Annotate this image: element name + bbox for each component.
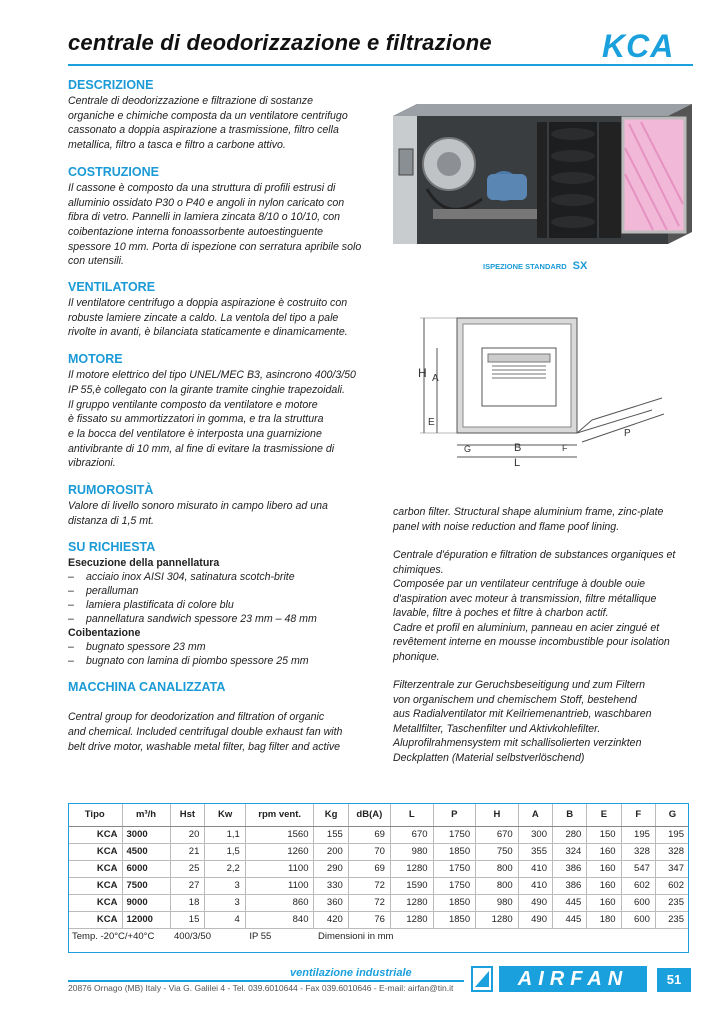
- table-cell: 200: [314, 843, 348, 860]
- section-body: [68, 499, 368, 528]
- table-cell: 195: [655, 826, 689, 843]
- table-cell: 602: [621, 877, 655, 894]
- subheading: Esecuzione della pannellatura: [68, 557, 220, 570]
- label-f: F: [562, 443, 568, 453]
- table-cell: 1260: [245, 843, 314, 860]
- right-column: [393, 505, 693, 779]
- list-item-text: peralluman: [86, 585, 139, 598]
- dash-marker: –: [68, 571, 74, 584]
- line: Deckplatten (Material selbstverlöschend): [393, 751, 585, 764]
- table-row: [68, 877, 689, 894]
- line: Metallfilter, Taschenfilter und Aktivkohlefilter.: [393, 722, 601, 735]
- footer-address: 20876 Ornago (MB) Italy - Via G. Galilei 4 - Tel. 039.6010644 - Fax 039.6010646 - E-mail: airfan@tin.it: [68, 983, 454, 993]
- table-cell: 69: [348, 860, 390, 877]
- table-cell: 21: [170, 843, 205, 860]
- table-cell: 1,5: [205, 843, 245, 860]
- table-cell: 1750: [433, 877, 476, 894]
- line: von organischem und chemischem Stoff, bestehend: [393, 693, 637, 706]
- table-cell: 18: [170, 894, 205, 911]
- line: revêtement interne en mousse incombustible pour isolation: [393, 636, 670, 648]
- line: Central group for deodorization and filtration of organic: [68, 711, 325, 724]
- line: d'aspiration avec moteur à transmission, filtre métallique: [393, 592, 657, 605]
- table-cell: 860: [245, 894, 314, 911]
- column-header: B: [553, 803, 587, 826]
- table-cell: 235: [655, 911, 689, 928]
- list-item: [68, 640, 368, 654]
- footer-label: ventilazione industriale: [290, 967, 412, 979]
- table-cell: 3: [205, 894, 245, 911]
- table-cell: 330: [314, 877, 348, 894]
- table-row: [68, 860, 689, 877]
- table-cell: 386: [553, 860, 587, 877]
- table-cell: KCA: [68, 826, 122, 843]
- line: Il motore elettrico del tipo UNEL/MEC B3, asincrono 400/3/50: [68, 369, 356, 382]
- column-header: H: [476, 803, 519, 826]
- table-cell: 547: [621, 860, 655, 877]
- section-costruzione: [68, 165, 368, 269]
- table-cell: 1280: [476, 911, 519, 928]
- table-cell: 1750: [433, 860, 476, 877]
- table-cell: 235: [655, 894, 689, 911]
- table-cell: 69: [348, 826, 390, 843]
- table-cell: 7500: [122, 877, 170, 894]
- table-cell: 6000: [122, 860, 170, 877]
- english-text: [393, 505, 693, 534]
- airfan-mark-icon: [470, 965, 494, 993]
- column-header: m³/h: [122, 803, 170, 826]
- table-footer-cell: Temp. -20°C/+40°C: [72, 931, 155, 943]
- table-cell: 15: [170, 911, 205, 928]
- list-item-text: bugnato con lamina di piombo spessore 25 mm: [86, 655, 309, 668]
- line: cassonato a doppia aspirazione a trasmissione, filtro cella: [68, 124, 339, 137]
- section-heading: DESCRIZIONE: [68, 78, 154, 92]
- dash-marker: –: [68, 585, 74, 598]
- table-cell: 600: [621, 894, 655, 911]
- line: antivibrante di 10 mm, al fine di evitare la trasmissione di: [68, 442, 335, 455]
- dash-marker: –: [68, 613, 74, 626]
- line: Il gruppo ventilante composto da ventilatore e motore: [68, 398, 318, 411]
- table-cell: 410: [518, 860, 552, 877]
- table-cell: 750: [476, 843, 519, 860]
- list-item: [68, 584, 368, 598]
- table-cell: 1280: [390, 894, 433, 911]
- table-cell: 9000: [122, 894, 170, 911]
- table-row: [68, 894, 689, 911]
- section-heading: COSTRUZIONE: [68, 164, 159, 179]
- table-cell: 4500: [122, 843, 170, 860]
- dash-marker: –: [68, 641, 74, 654]
- line: panel with noise reduction and flame poof lining.: [393, 520, 620, 533]
- label-b: B: [514, 442, 522, 454]
- table-footer-cell: 400/3/50: [174, 931, 211, 943]
- line: belt drive motor, washable metal filter, bag filter and active: [68, 740, 341, 753]
- table-cell: 360: [314, 894, 348, 911]
- line: carbon filter. Structural shape aluminium frame, zinc-plate: [393, 506, 664, 518]
- table-cell: 3000: [122, 826, 170, 843]
- table-cell: 1280: [390, 860, 433, 877]
- column-header: A: [518, 803, 552, 826]
- table-cell: KCA: [68, 843, 122, 860]
- label-h: H: [418, 366, 427, 380]
- section-rumorosita: [68, 483, 368, 528]
- table-cell: 445: [553, 911, 587, 928]
- dash-marker: –: [68, 599, 74, 612]
- section-heading: MOTORE: [68, 352, 123, 367]
- airfan-logo: AIRFAN: [499, 966, 647, 992]
- line: metallica, filtro a tasca e filtro a carbone attivo.: [68, 139, 286, 152]
- line: con utensili.: [68, 255, 124, 268]
- french-text: [393, 548, 693, 664]
- section-su-richiesta: [68, 540, 368, 668]
- table-cell: 600: [621, 911, 655, 928]
- table-footer-cell: IP 55: [249, 931, 272, 943]
- footer-rule: [68, 980, 464, 982]
- brand-logo: KCA: [602, 28, 675, 64]
- table-cell: 1100: [245, 860, 314, 877]
- caption-text: ISPEZIONE STANDARD: [483, 262, 567, 271]
- table-cell: 1750: [433, 826, 476, 843]
- table-row: [68, 826, 689, 843]
- list-item-text: lamiera plastificata di colore blu: [86, 599, 234, 612]
- table-cell: KCA: [68, 911, 122, 928]
- table-cell: 160: [587, 894, 621, 911]
- table-cell: 25: [170, 860, 205, 877]
- section-body: [68, 296, 368, 340]
- table-cell: 347: [655, 860, 689, 877]
- line: and chemical. Included centrifugal double exhaust fan with: [68, 726, 343, 739]
- table-cell: 1,1: [205, 826, 245, 843]
- dash-marker: –: [68, 655, 74, 668]
- table-cell: 980: [390, 843, 433, 860]
- table-cell: 410: [518, 877, 552, 894]
- section-body: [68, 94, 368, 153]
- column-header: Kg: [314, 803, 348, 826]
- table-cell: 670: [476, 826, 519, 843]
- list-item: [68, 570, 368, 584]
- table-cell: 800: [476, 860, 519, 877]
- line: robuste lamiere zincate a caldo. La ventola del tipo a pale: [68, 311, 339, 324]
- section-heading: MACCHINA CANALIZZATA: [68, 680, 226, 695]
- section-body: [68, 368, 368, 471]
- section-motore: [68, 352, 368, 471]
- table-footer-row: [68, 928, 689, 945]
- table-cell: 386: [553, 877, 587, 894]
- table-cell: 12000: [122, 911, 170, 928]
- table-cell: 980: [476, 894, 519, 911]
- list-item: [68, 612, 368, 626]
- table-header-row: [68, 803, 689, 826]
- section-body: [68, 181, 368, 269]
- column-header: Kw: [205, 803, 245, 826]
- caption-side: SX: [572, 260, 588, 272]
- section-heading: RUMOROSITÀ: [68, 483, 154, 498]
- column-header: Hst: [170, 803, 205, 826]
- table-cell: 290: [314, 860, 348, 877]
- table-cell: 195: [621, 826, 655, 843]
- column-header: dB(A): [348, 803, 390, 826]
- table-cell: 160: [587, 860, 621, 877]
- table-cell: 1560: [245, 826, 314, 843]
- table-cell: 2,2: [205, 860, 245, 877]
- label-g: G: [464, 444, 472, 454]
- line: IP 55,è collegato con la girante tramite cinghie trapezoidali.: [68, 383, 345, 396]
- line: Composée par un ventilateur centrifuge à double ouie: [393, 578, 646, 590]
- line: Filterzentrale zur Geruchsbeseitigung und zum Filtern: [393, 679, 646, 691]
- list-item-text: pannellatura sandwich spessore 23 mm – 48 mm: [86, 613, 317, 626]
- table-cell: 328: [621, 843, 655, 860]
- table-cell: 1850: [433, 911, 476, 928]
- table-footer-cell: Dimensioni in mm: [317, 931, 394, 943]
- line: alluminio ossidato P30 o P40 e angoli in nylon caricato con: [68, 196, 345, 209]
- table-cell: 328: [655, 843, 689, 860]
- line: spessore 10 mm. Porta di ispezione con serratura apribile solo: [68, 240, 362, 253]
- table-cell: 324: [553, 843, 587, 860]
- table-cell: 602: [655, 877, 689, 894]
- table-cell: 160: [587, 843, 621, 860]
- table-cell: 490: [518, 894, 552, 911]
- page-number: 51: [657, 968, 691, 992]
- line: distanza di 1,5 mt.: [68, 514, 154, 527]
- column-header: Tipo: [68, 803, 122, 826]
- line: Il cassone è composto da una struttura di profili estrusi di: [68, 181, 336, 194]
- title-rule: [68, 64, 693, 66]
- table-cell: 70: [348, 843, 390, 860]
- line: fibra di vetro. Pannelli in lamiera zincata 8/10 o 10/10, con: [68, 211, 341, 224]
- product-photo: [387, 104, 692, 256]
- table-cell: 1590: [390, 877, 433, 894]
- column-header: G: [655, 803, 689, 826]
- table-cell: 20: [170, 826, 205, 843]
- subheading: Coibentazione: [68, 627, 141, 640]
- column-header: L: [390, 803, 433, 826]
- table-cell: 300: [518, 826, 552, 843]
- section-macchina-canalizzata: [68, 680, 368, 754]
- table-cell: 445: [553, 894, 587, 911]
- table-cell: 800: [476, 877, 519, 894]
- table-cell: 72: [348, 894, 390, 911]
- label-e: E: [428, 417, 435, 428]
- column-header: E: [587, 803, 621, 826]
- table-cell: KCA: [68, 860, 122, 877]
- line: Centrale d'épuration e filtration de substances organiques et: [393, 549, 676, 561]
- german-text: [393, 678, 693, 765]
- line: phonique.: [393, 650, 440, 663]
- line: lavable, filtre à poches et filtre à charbon actif.: [393, 607, 609, 619]
- section-descrizione: [68, 78, 368, 153]
- table-cell: 72: [348, 877, 390, 894]
- list-item-text: acciaio inox AISI 304, satinatura scotch-brite: [86, 571, 295, 584]
- table-cell: 155: [314, 826, 348, 843]
- line: organiche e chimiche composta da un ventilatore centrifugo: [68, 109, 348, 122]
- section-ventilatore: [68, 280, 368, 340]
- table-cell: 1100: [245, 877, 314, 894]
- table-cell: 1850: [433, 843, 476, 860]
- table-cell: 76: [348, 911, 390, 928]
- label-p: P: [624, 428, 631, 439]
- line: Valore di livello sonoro misurato in campo libero ad una: [68, 500, 328, 513]
- line: aus Radialventilator mit Keilriemenantrieb, waschbaren: [393, 708, 652, 720]
- table-cell: 3: [205, 877, 245, 894]
- table-cell: 27: [170, 877, 205, 894]
- line: Centrale di deodorizzazione e filtrazione di sostanze: [68, 95, 313, 107]
- label-a: A: [432, 373, 439, 384]
- line: Aluprofilrahmensystem mit schallisolierten verzinkten: [393, 737, 642, 749]
- table-row: [68, 911, 689, 928]
- list-item-text: bugnato spessore 23 mm: [86, 641, 206, 654]
- table-cell: 160: [587, 877, 621, 894]
- label-l: L: [514, 457, 521, 469]
- table-cell: 670: [390, 826, 433, 843]
- table-cell: 1280: [390, 911, 433, 928]
- line: chimiques.: [393, 563, 444, 576]
- table-cell: 180: [587, 911, 621, 928]
- photo-caption: [483, 260, 587, 272]
- table-cell: 4: [205, 911, 245, 928]
- line: rivolte in avanti, è bilanciata staticamente e dinamicamente.: [68, 326, 348, 339]
- table-cell: KCA: [68, 894, 122, 911]
- page-title: centrale di deodorizzazione e filtrazione: [68, 30, 492, 55]
- list-item: [68, 654, 368, 668]
- left-column: [68, 78, 368, 755]
- spec-table: [68, 803, 689, 945]
- line: e la bocca del ventilatore è interposta una guarnizione: [68, 427, 322, 440]
- table-cell: 840: [245, 911, 314, 928]
- table-cell: 280: [553, 826, 587, 843]
- section-heading: VENTILATORE: [68, 280, 156, 295]
- list-item: [68, 598, 368, 612]
- table-cell: 355: [518, 843, 552, 860]
- line: coibentazione interna fonoassorbente autoestinguente: [68, 225, 324, 238]
- column-header: F: [621, 803, 655, 826]
- table-cell: 490: [518, 911, 552, 928]
- column-header: rpm vent.: [245, 803, 314, 826]
- table-cell: 420: [314, 911, 348, 928]
- table-row: [68, 843, 689, 860]
- table-cell: 150: [587, 826, 621, 843]
- section-body: [68, 710, 368, 754]
- line: è fissato su ammortizzatori in gomma, e tra la struttura: [68, 413, 324, 426]
- section-heading: SU RICHIESTA: [68, 540, 156, 555]
- line: vibrazioni.: [68, 457, 116, 470]
- dimension-drawing: [402, 300, 692, 475]
- line: Il ventilatore centrifugo a doppia aspirazione è costruito con: [68, 297, 348, 310]
- table-cell: 1850: [433, 894, 476, 911]
- line: Cadre et profil en aluminium, panneau en acier zingué et: [393, 621, 660, 634]
- table-cell: KCA: [68, 877, 122, 894]
- column-header: P: [433, 803, 476, 826]
